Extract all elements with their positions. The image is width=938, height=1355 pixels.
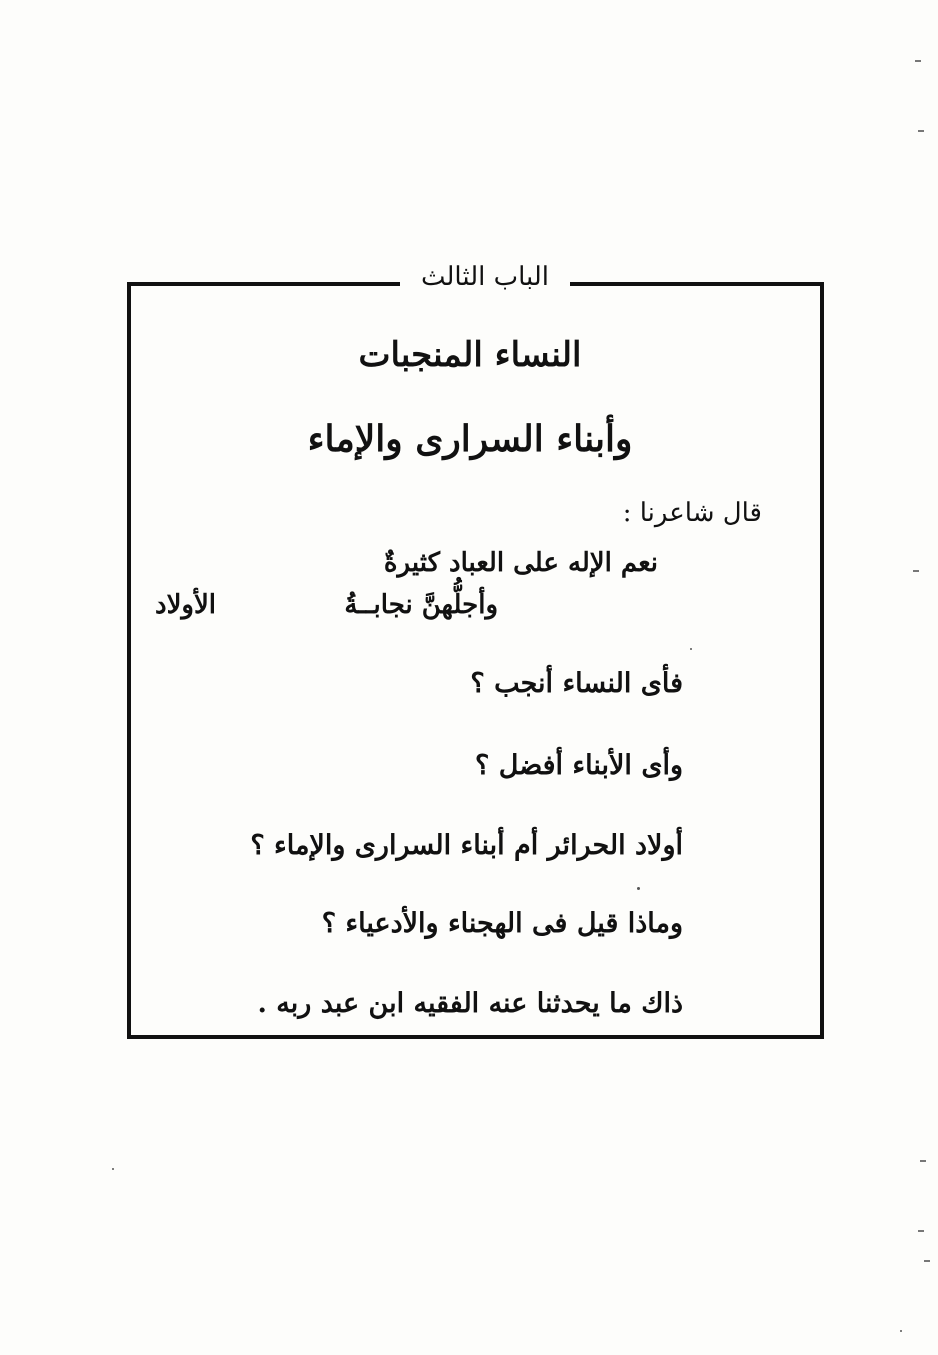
verse-line-2-first-half: وأجلُّهنَّ نجابــةُ (344, 590, 498, 620)
verse-line-1: نعم الإله على العباد كثيرةٌ (383, 548, 658, 578)
scan-speck (690, 648, 692, 650)
scan-speck (637, 887, 640, 890)
chapter-title-line1: النساء المنجبات (358, 335, 582, 375)
margin-mark (918, 1230, 924, 1232)
chapter-label: الباب الثالث (400, 262, 570, 292)
scan-speck (900, 1330, 902, 1332)
margin-mark (913, 570, 919, 572)
intro-text: قال شاعرنا : (622, 498, 762, 528)
closing-line: ذاك ما يحدثنا عنه الفقيه ابن عبد ربه . (257, 988, 683, 1019)
question-3: أولاد الحرائر أم أبناء السرارى والإماء ؟ (250, 830, 683, 861)
margin-mark (915, 60, 921, 62)
margin-mark (920, 1160, 926, 1162)
question-1: فأى النساء أنجب ؟ (470, 668, 683, 699)
margin-mark (918, 130, 924, 132)
verse-line-2-second-half: الأولاد (154, 590, 216, 620)
scan-speck (112, 1168, 114, 1170)
margin-mark (924, 1260, 930, 1262)
question-2: وأى الأبناء أفضل ؟ (475, 750, 683, 781)
question-4: وماذا قيل فى الهجناء والأدعياء ؟ (321, 908, 683, 939)
chapter-title-line2: وأبناء السرارى والإماء (307, 418, 633, 460)
